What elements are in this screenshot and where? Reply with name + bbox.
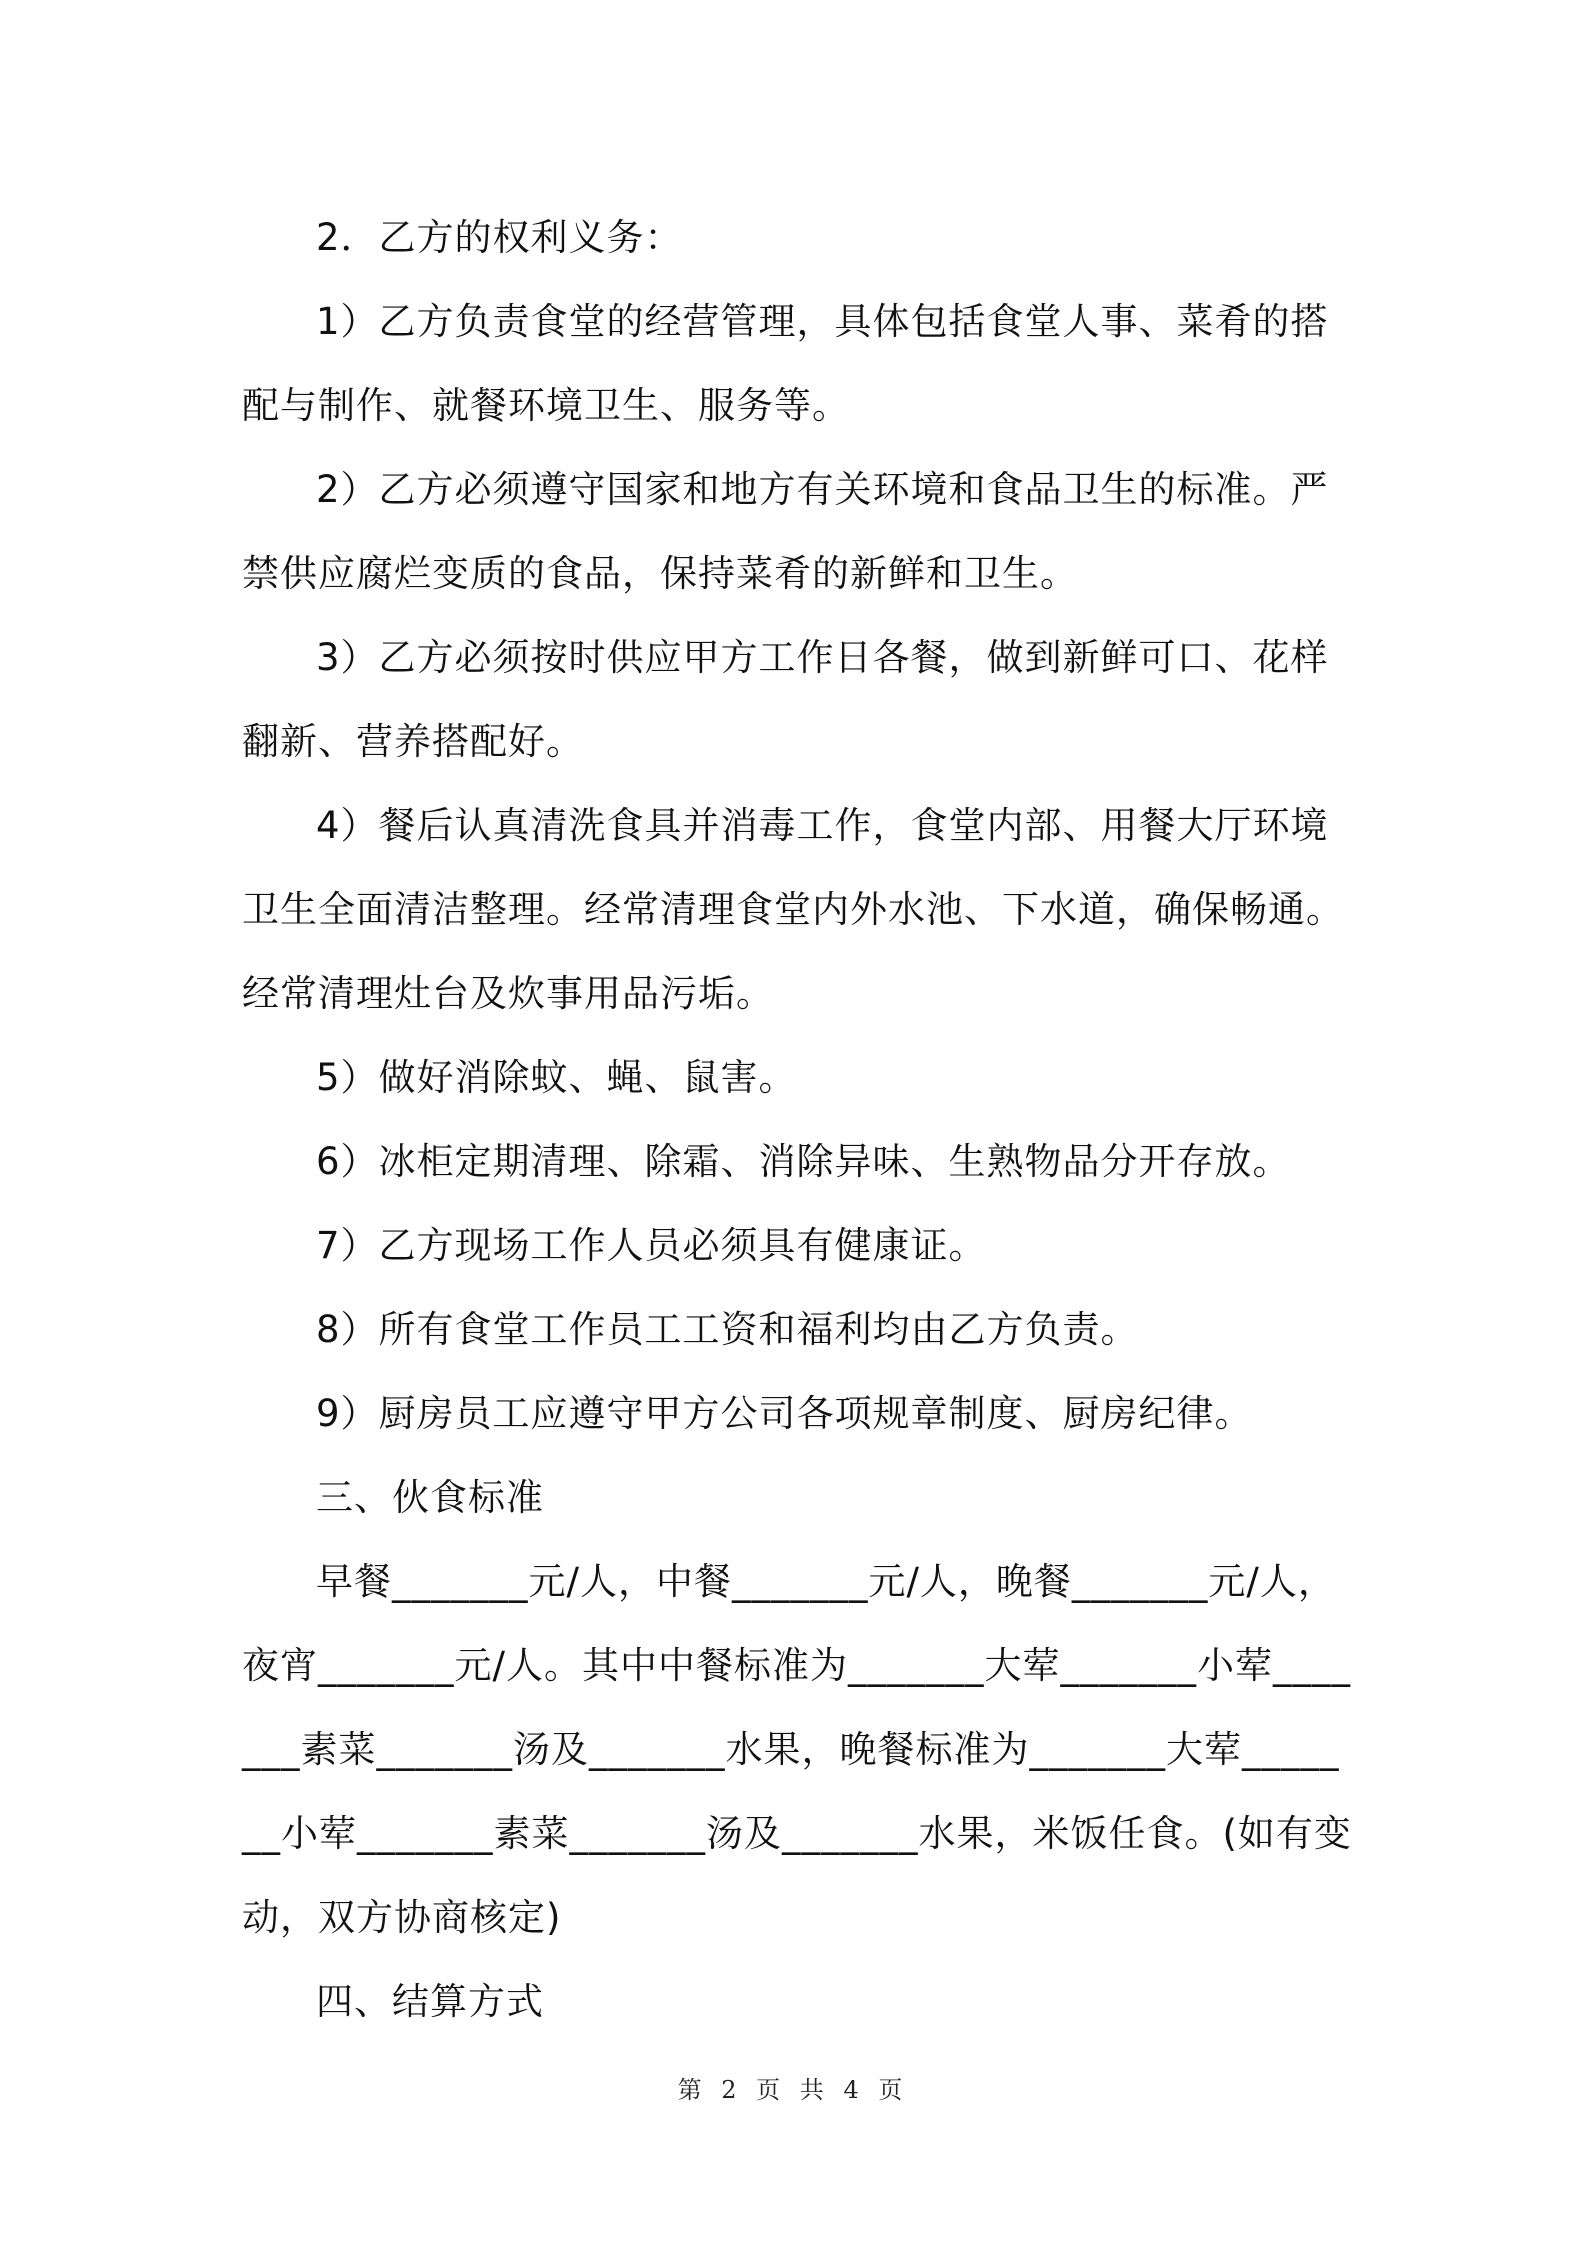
section-heading-food-standard: 三、伙食标准 (316, 1476, 544, 1519)
section-heading-settlement: 四、结算方式 (316, 1980, 544, 2023)
duty-item-5: 5）做好消除蚊、蝇、鼠害。 (316, 1056, 797, 1099)
duty-item-7: 7）乙方现场工作人员必须具有健康证。 (316, 1224, 987, 1267)
duty-item-8: 8）所有食堂工作员工工资和福利均由乙方负责。 (316, 1308, 1139, 1351)
page-number-footer: 第 2 页 共 4 页 (677, 2076, 909, 2104)
food-standard-text: 早餐_______元/人，中餐_______元/人，晚餐_______元/人，夜宵_______元/人。其中中餐标准为_______大荤_______小荤_______素菜_______汤及_______水果，晚餐标准为_______大荤_______小荤_______素菜_______汤及_______水果，米饭任食。(如有变动，双方协商核定) (242, 1560, 1352, 1939)
duty-item-3: 3）乙方必须按时供应甲方工作日各餐，做到新鲜可口、花样翻新、营养搭配好。 (242, 636, 1329, 763)
duty-item-6: 6）冰柜定期清理、除霜、消除异味、生熟物品分开存放。 (316, 1140, 1291, 1183)
duty-item-9: 9）厨房员工应遵守甲方公司各项规章制度、厨房纪律。 (316, 1392, 1253, 1435)
section-heading-party-b-rights: 2．乙方的权利义务： (316, 216, 683, 259)
duty-item-4: 4）餐后认真清洗食具并消毒工作，食堂内部、用餐大厅环境卫生全面清洁整理。经常清理食堂内外水池、下水道，确保畅通。经常清理灶台及炊事用品污垢。 (242, 804, 1344, 1015)
document-body (242, 196, 1352, 2044)
duty-item-1: 1）乙方负责食堂的经营管理，具体包括食堂人事、菜肴的搭配与制作、就餐环境卫生、服务等。 (242, 300, 1329, 427)
duty-item-2: 2）乙方必须遵守国家和地方有关环境和食品卫生的标准。严禁供应腐烂变质的食品，保持菜肴的新鲜和卫生。 (242, 468, 1329, 595)
